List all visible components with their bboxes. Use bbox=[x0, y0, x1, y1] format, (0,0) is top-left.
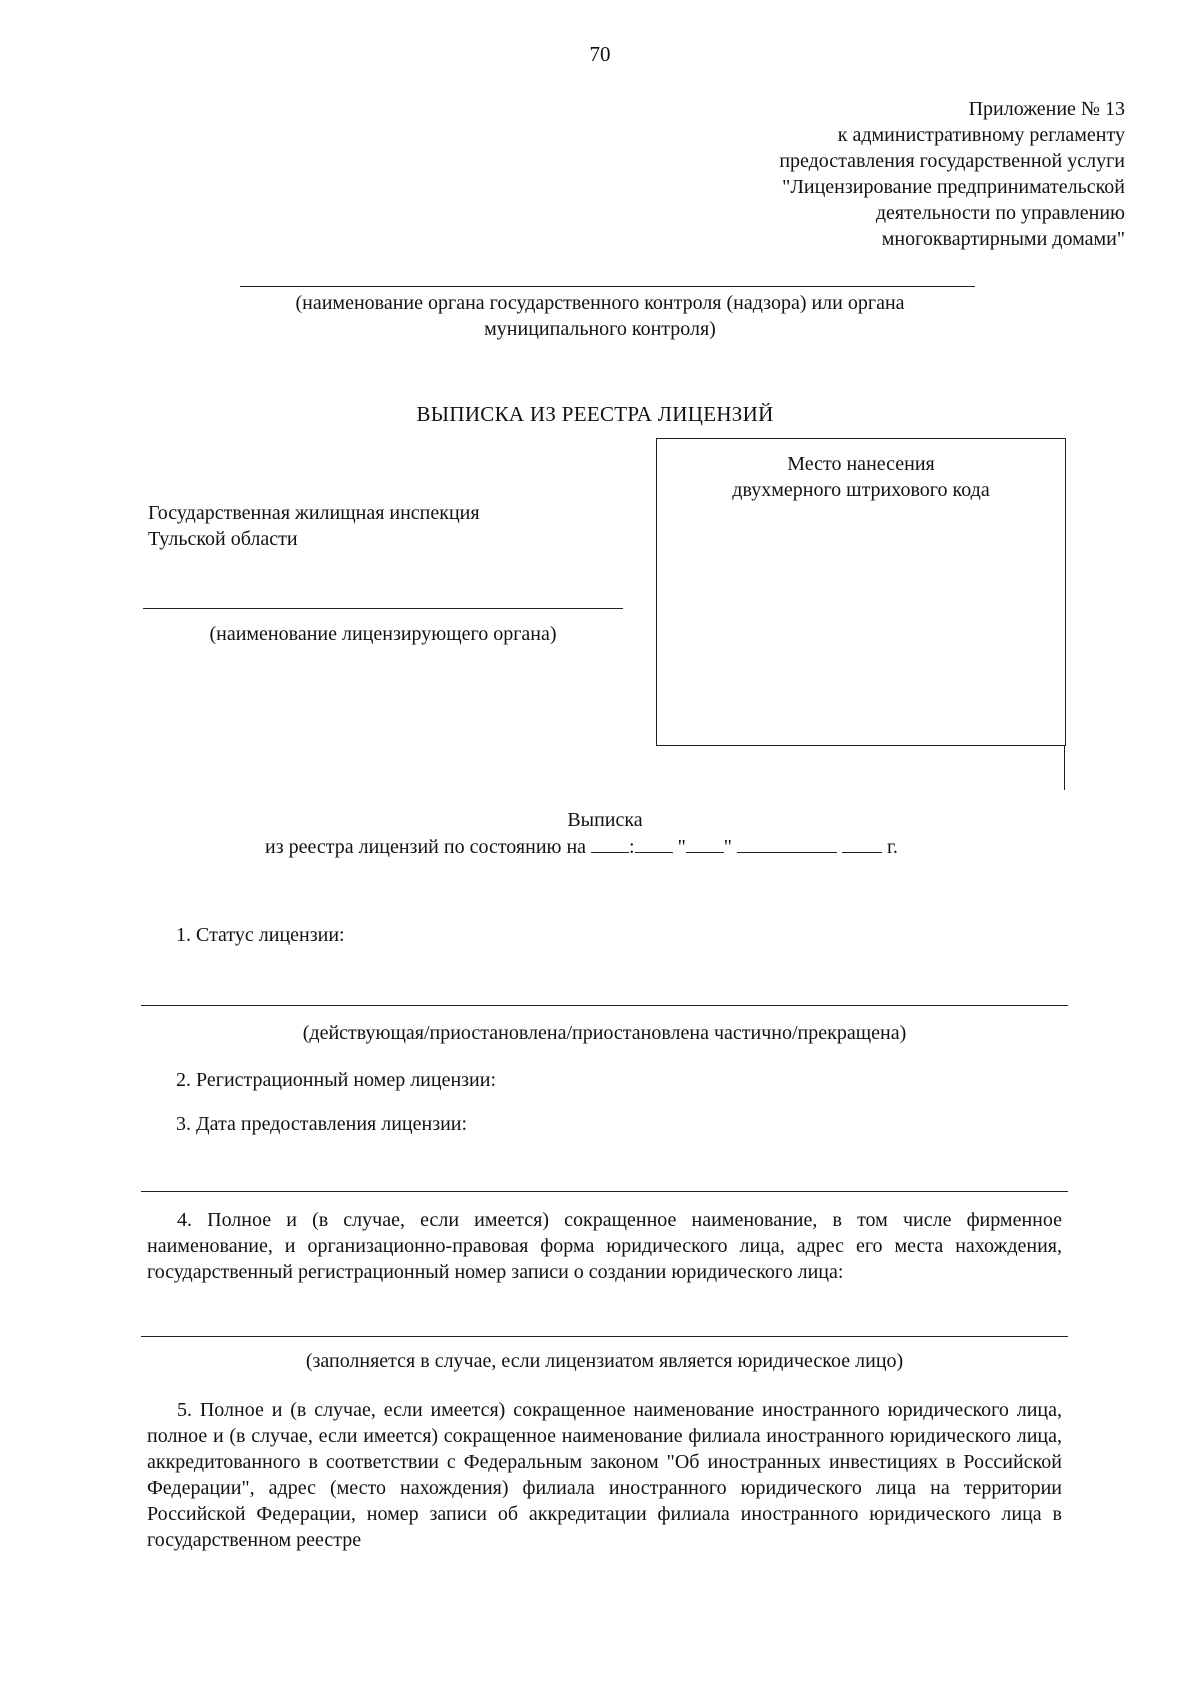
extract-date-line bbox=[265, 834, 898, 860]
appendix-line: деятельности по управлению bbox=[875, 202, 1125, 224]
extract-day-field[interactable] bbox=[686, 834, 724, 853]
extract-date-prefix: из реестра лицензий по состоянию на bbox=[265, 836, 587, 858]
license-status-caption: (действующая/приостановлена/приостановлена частично/прекращена) bbox=[302, 1022, 907, 1044]
quote-open: " bbox=[677, 836, 686, 858]
license-date-field-line[interactable] bbox=[141, 1191, 1068, 1192]
licensing-authority-name bbox=[148, 500, 480, 552]
licensing-authority-field-line[interactable] bbox=[143, 608, 623, 609]
quote-close: " bbox=[723, 836, 732, 858]
item-4-text: 4. Полное и (в случае, если имеется) сокращенное наименование, в том числе фирменное наименование, и организационно-правовая форма юридического лица, адрес его места нахождения, государственный регистрационный номер записи о создании юридического лица: bbox=[147, 1209, 1062, 1283]
page-number: 70 bbox=[589, 42, 611, 66]
license-date-label: 3. Дата предоставления лицензии: bbox=[176, 1113, 468, 1135]
licensing-authority-caption: (наименование лицензирующего органа) bbox=[209, 623, 557, 645]
item-4-caption: (заполняется в случае, если лицензиатом является юридическое лицо) bbox=[305, 1350, 904, 1372]
licensing-authority-line: Тульской области bbox=[148, 528, 298, 550]
license-status-label: 1. Статус лицензии: bbox=[176, 924, 345, 946]
appendix-line: "Лицензирование предпринимательской bbox=[782, 176, 1125, 198]
barcode-box-tick bbox=[1064, 746, 1065, 790]
licensing-authority-line: Государственная жилищная инспекция bbox=[148, 502, 480, 524]
barcode-box-line: двухмерного штрихового кода bbox=[732, 479, 990, 501]
extract-hour-field[interactable] bbox=[591, 834, 629, 853]
barcode-placement-box bbox=[656, 438, 1066, 746]
extract-header-title: Выписка bbox=[567, 809, 643, 831]
appendix-line: многоквартирными домами" bbox=[881, 228, 1125, 250]
appendix-line: предоставления государственной услуги bbox=[779, 150, 1125, 172]
registration-number-label: 2. Регистрационный номер лицензии: bbox=[176, 1069, 497, 1091]
year-suffix: г. bbox=[886, 836, 898, 858]
control-body-caption-line: муниципального контроля) bbox=[484, 318, 716, 340]
control-body-caption-line: (наименование органа государственного контроля (надзора) или органа bbox=[295, 292, 905, 314]
item-5-text: 5. Полное и (в случае, если имеется) сокращенное наименование иностранного юридического лица, полное и (в случае, если имеется) сокращенное наименование филиала иностранного юридического лица, аккредитованного в соответствии с Федеральным законом "Об иностранных инвестициях в Российской Федерации", адрес (место нахождения) филиала иностранного юридического лица на территории Российской Федерации, номер записи об аккредитации филиала иностранного юридического лица в государственном реестре bbox=[147, 1399, 1062, 1551]
control-body-caption bbox=[160, 290, 1040, 342]
document-title: ВЫПИСКА ИЗ РЕЕСТРА ЛИЦЕНЗИЙ bbox=[416, 402, 774, 426]
barcode-box-label bbox=[657, 439, 1065, 503]
item-4-field-line[interactable] bbox=[141, 1336, 1068, 1337]
appendix-line: Приложение № 13 bbox=[968, 98, 1125, 120]
extract-month-field[interactable] bbox=[737, 834, 837, 853]
control-body-field-line[interactable] bbox=[240, 286, 975, 287]
license-status-field-line[interactable] bbox=[141, 1005, 1068, 1006]
appendix-line: к административному регламенту bbox=[837, 124, 1125, 146]
appendix-header bbox=[779, 96, 1125, 252]
time-colon: : bbox=[629, 836, 635, 858]
extract-year-field[interactable] bbox=[842, 834, 882, 853]
barcode-box-line: Место нанесения bbox=[787, 453, 935, 475]
extract-minute-field[interactable] bbox=[635, 834, 673, 853]
